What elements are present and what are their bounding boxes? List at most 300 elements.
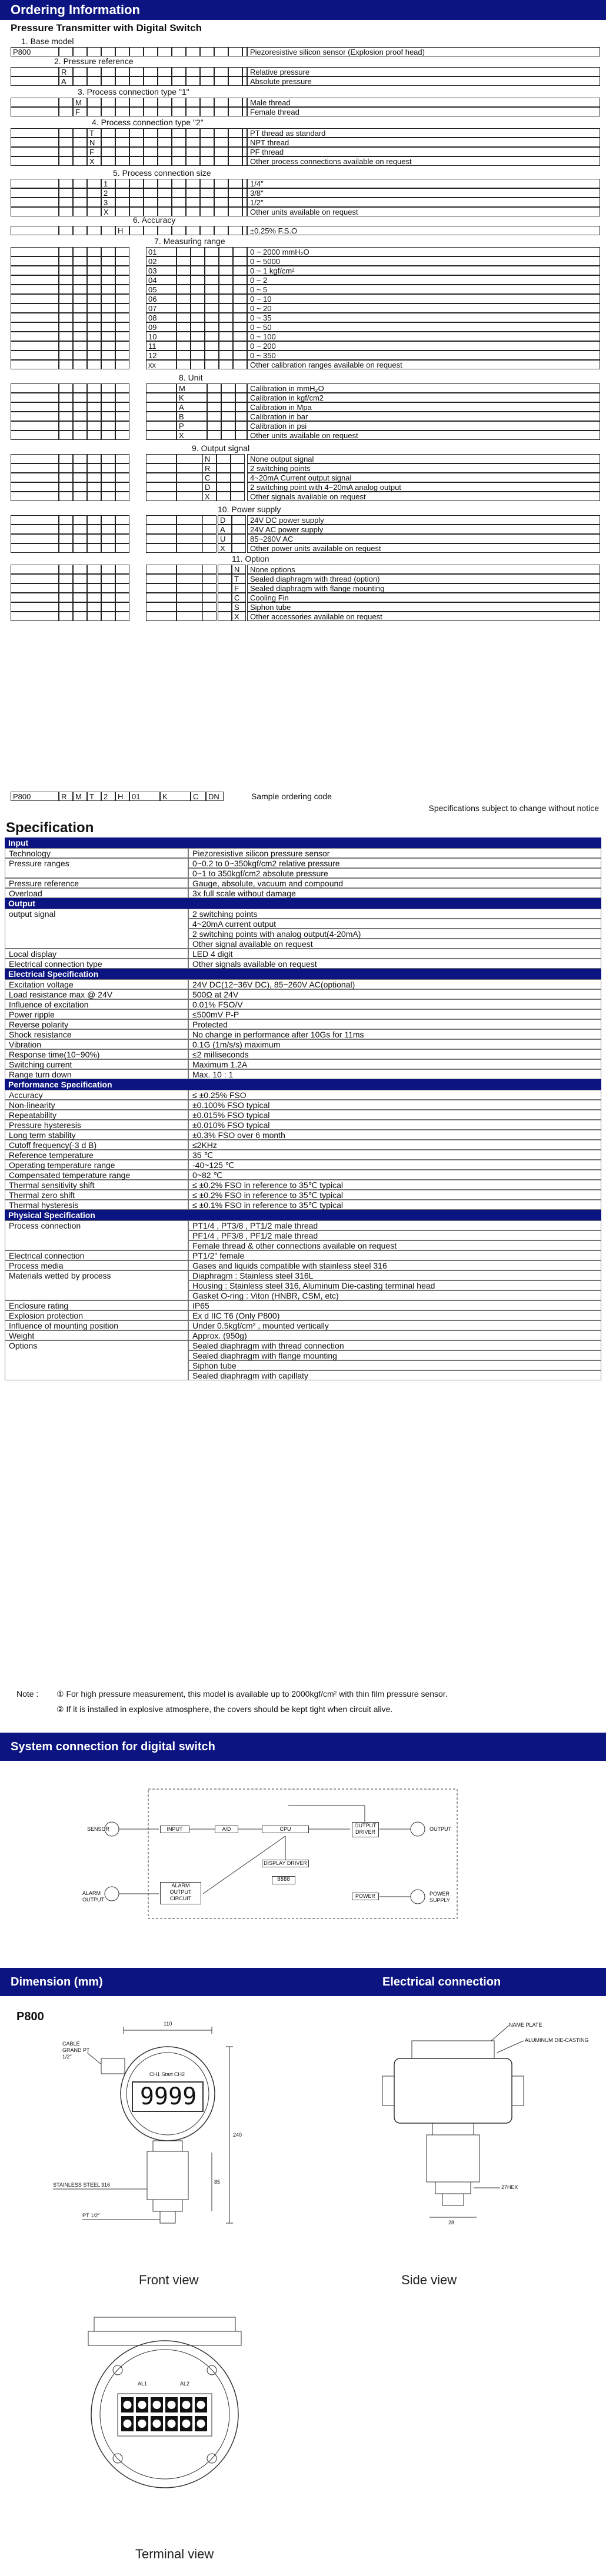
ordering-blank-cell [242,76,247,86]
ordering-blank-cell [11,383,59,393]
ordering-blank-cell [218,565,232,574]
ordering-blank-cell [115,322,129,332]
ordering-blank-cell [87,431,101,440]
system-diagram-lines [0,1770,606,1947]
ordering-code: M [177,383,207,393]
spec-value: ≤ ±0.25% FSO [188,1090,601,1100]
ordering-blank-cell [221,421,235,431]
ordering-blank-cell [11,593,59,602]
ordering-blank-cell [87,322,101,332]
dim-width: 110 [164,2021,172,2027]
ordering-group-header: 11. Option [232,554,269,563]
ordering-blank-cell [129,107,144,116]
ordering-blank-cell [101,303,115,313]
ordering-blank-cell [191,303,205,313]
ordering-blank-cell [115,463,129,473]
ordering-blank-cell [186,47,200,56]
label-alarm-output: ALARM OUTPUT [82,1890,104,1903]
ordering-blank-cell [101,256,115,266]
ordering-blank-cell [146,574,177,583]
name-plate-label: NAME PLATE [509,2022,542,2028]
ordering-blank-cell [233,247,247,256]
dimension-bar [0,1968,606,1996]
ordering-blank-cell [115,266,129,275]
terminal-caption: Terminal view [135,2547,214,2561]
ordering-blank-cell [73,482,87,492]
spec-title: Specification [6,820,94,836]
ordering-code: F [87,147,101,156]
ordering-blank-cell [115,393,129,402]
ordering-blank-cell [207,421,221,431]
ordering-blank-cell [172,156,186,166]
ordering-blank-cell [11,207,59,216]
spec-label: Range turn down [5,1069,188,1079]
ordering-blank-cell [87,179,101,188]
ordering-blank-cell [177,313,191,322]
ordering-blank-cell [205,247,219,256]
ordering-code: X [202,492,217,501]
ordering-blank-cell [221,402,235,412]
ordering-blank-cell [202,602,217,612]
ordering-blank-cell [242,147,247,156]
ordering-desc: Other calibration ranges available on request [247,360,600,369]
ordering-code: 05 [146,285,177,294]
ordering-blank-cell [73,313,87,322]
ordering-blank-cell [158,76,172,86]
ordering-blank-cell [146,431,177,440]
ordering-blank-cell [186,226,200,235]
display-digits: 8888 [272,1876,295,1884]
ordering-blank-cell [129,138,144,147]
ordering-blank-cell [11,402,59,412]
ordering-blank-cell [186,198,200,207]
ordering-blank-cell [129,76,144,86]
ordering-blank-cell [87,256,101,266]
ordering-blank-cell [214,156,228,166]
ordering-blank-cell [115,482,129,492]
ordering-blank-cell [158,226,172,235]
ordering-blank-cell [73,266,87,275]
ordering-blank-cell [59,275,73,285]
ordering-blank-cell [144,98,158,107]
ordering-blank-cell [233,332,247,341]
ordering-blank-cell [242,156,247,166]
ordering-blank-cell [73,351,87,360]
ordering-blank-cell [233,313,247,322]
spec-value: 3x full scale without damage [188,888,601,898]
ordering-blank-cell [101,47,115,56]
ordering-blank-cell [191,313,205,322]
ordering-blank-cell [87,393,101,402]
ordering-code: 08 [146,313,177,322]
sample-code-cell: K [160,792,191,801]
ordering-code: B [177,412,207,421]
ordering-blank-cell [115,188,129,198]
ordering-blank-cell [101,313,115,322]
ordering-blank-cell [200,128,214,138]
ordering-blank-cell [59,247,73,256]
ordering-blank-cell [101,602,115,612]
ordering-blank-cell [73,128,87,138]
ordering-blank-cell [11,247,59,256]
ordering-blank-cell [217,454,231,463]
ordering-blank-cell [59,303,73,313]
ordering-blank-cell [73,515,87,525]
ordering-blank-cell [191,285,205,294]
ordering-blank-cell [191,351,205,360]
block-display-driver: DISPLAY DRIVER [262,1860,309,1867]
ordering-desc: Calibration in kgf/cm2 [247,393,600,402]
ordering-blank-cell [59,402,73,412]
spec-label: Thermal zero shift [5,1190,188,1200]
ordering-blank-cell [59,534,73,543]
spec-label: Cutoff frequency(-3 d B) [5,1140,188,1150]
hex-label: 27HEX [501,2184,518,2190]
ordering-blank-cell [101,98,115,107]
spec-section-header: Physical Specification [5,1210,601,1220]
spec-label: Influence of excitation [5,999,188,1009]
ordering-code: 3 [101,198,115,207]
ordering-blank-cell [73,322,87,332]
spec-value: Sealed diaphragm with flange mounting [188,1350,601,1360]
ordering-blank-cell [73,463,87,473]
ordering-code: H [115,226,129,235]
ordering-code: T [232,574,246,583]
ordering-blank-cell [177,294,191,303]
ordering-blank-cell [205,351,219,360]
ordering-blank-cell [87,360,101,369]
spec-label: Pressure ranges [5,858,188,878]
ordering-code: P [177,421,207,431]
ordering-blank-cell [218,583,232,593]
ordering-blank-cell [101,156,115,166]
ordering-blank-cell [228,156,242,166]
spec-value: ≤ ±0.1% FSO in reference to 35℃ typical [188,1200,601,1210]
ordering-blank-cell [177,285,191,294]
ordering-blank-cell [228,188,242,198]
ordering-blank-cell [242,226,247,235]
ordering-blank-cell [191,322,205,332]
ordering-blank-cell [87,294,101,303]
spec-value: 0~0.2 to 0~350kgf/cm2 relative pressure [188,858,601,868]
ordering-blank-cell [191,256,205,266]
ordering-blank-cell [11,574,59,583]
ordering-blank-cell [59,565,73,574]
ordering-blank-cell [73,543,87,553]
ordering-code: X [232,612,246,621]
system-bar [0,1733,606,1761]
ordering-blank-cell [59,147,73,156]
ordering-blank-cell [235,402,247,412]
ordering-code: A [59,76,73,86]
ordering-blank-cell [242,98,247,107]
ordering-blank-cell [177,266,191,275]
ordering-blank-cell [101,454,115,463]
ordering-blank-cell [214,128,228,138]
spec-value: ≤ ±0.2% FSO in reference to 35℃ typical [188,1180,601,1190]
spec-label: Weight [5,1330,188,1340]
ordering-desc: Sealed diaphragm with flange mounting [247,583,600,593]
ordering-blank-cell [219,266,233,275]
ordering-blank-cell [115,583,129,593]
ordering-blank-cell [233,351,247,360]
ordering-blank-cell [11,351,59,360]
terminal-block [118,2394,212,2436]
ordering-blank-cell [233,275,247,285]
ordering-code: F [73,107,87,116]
ordering-blank-cell [73,275,87,285]
ordering-blank-cell [205,341,219,351]
ordering-desc: 0 ~ 5 [247,285,600,294]
ordering-code: 10 [146,332,177,341]
ordering-blank-cell [73,76,87,86]
ordering-blank-cell [59,602,73,612]
ordering-blank-cell [59,421,73,431]
ordering-blank-cell [101,565,115,574]
ordering-blank-cell [101,421,115,431]
ordering-blank-cell [231,492,245,501]
ordering-blank-cell [73,421,87,431]
ordering-blank-cell [87,525,101,534]
ordering-blank-cell [115,179,129,188]
ordering-blank-cell [11,266,59,275]
spec-label: Load resistance max @ 24V [5,989,188,999]
spec-value: LED 4 digit [188,949,601,959]
ordering-group-header: 5. Process connection size [113,168,211,178]
ordering-blank-cell [219,294,233,303]
ordering-blank-cell [233,294,247,303]
ordering-blank-cell [101,543,115,553]
ordering-blank-cell [242,207,247,216]
ordering-blank-cell [232,515,246,525]
ordering-blank-cell [115,565,129,574]
ordering-group-header: 2. Pressure reference [54,56,134,66]
ordering-blank-cell [242,67,247,76]
spec-value: 0~82 ℃ [188,1170,601,1180]
ordering-blank-cell [73,138,87,147]
ordering-blank-cell [73,341,87,351]
ordering-blank-cell [87,602,101,612]
terminal-screw-head [153,2401,161,2409]
ordering-blank-cell [59,98,73,107]
ordering-blank-cell [146,602,177,612]
ordering-blank-cell [73,412,87,421]
terminal-label-1: AL1 [138,2381,148,2387]
ordering-blank-cell [186,67,200,76]
ordering-desc: Absolute pressure [247,76,600,86]
ordering-blank-cell [214,76,228,86]
ordering-blank-cell [146,534,177,543]
ordering-code: 12 [146,351,177,360]
ordering-blank-cell [231,473,245,482]
front-view-drawing [35,2017,271,2264]
ordering-blank-cell [115,275,129,285]
ordering-blank-cell [73,256,87,266]
ordering-blank-cell [200,138,214,147]
ordering-blank-cell [207,402,221,412]
ordering-blank-cell [200,188,214,198]
ordering-blank-cell [158,138,172,147]
sample-code-cell: H [115,792,129,801]
ordering-blank-cell [186,107,200,116]
ordering-blank-cell [144,198,158,207]
spec-label: Influence of mounting position [5,1320,188,1330]
ordering-blank-cell [146,463,177,473]
ordering-group-header: 1. Base model [21,36,74,46]
ordering-blank-cell [115,454,129,463]
ordering-blank-cell [172,188,186,198]
dimension-bar-title: Dimension (mm) [11,1976,103,1988]
ordering-blank-cell [144,156,158,166]
ordering-blank-cell [242,128,247,138]
ordering-code: 02 [146,256,177,266]
ordering-blank-cell [115,515,129,525]
electrical-bar-title: Electrical connection [382,1976,501,1988]
ordering-desc: 24V DC power supply [247,515,600,525]
ordering-blank-cell [87,107,101,116]
ordering-blank-cell [228,147,242,156]
ordering-blank-cell [11,179,59,188]
ordering-blank-cell [177,247,191,256]
ordering-code: D [202,482,217,492]
spec-value: Gasket O-ring : Viton (HNBR, CSM, etc) [188,1290,601,1300]
sample-code-label: Sample ordering code [251,792,332,801]
ordering-blank-cell [87,266,101,275]
spec-label: Repeatability [5,1110,188,1120]
ordering-desc: Male thread [247,98,600,107]
ordering-blank-cell [101,593,115,602]
ordering-blank-cell [186,179,200,188]
note-label: Note : [16,1689,39,1699]
ordering-blank-cell [146,565,177,574]
ordering-code: X [101,207,115,216]
ordering-blank-cell [186,76,200,86]
ordering-blank-cell [11,412,59,421]
ordering-blank-cell [172,179,186,188]
ordering-blank-cell [11,463,59,473]
ordering-blank-cell [205,285,219,294]
ordering-code: M [73,98,87,107]
ordering-blank-cell [73,294,87,303]
ordering-blank-cell [228,198,242,207]
ordering-code: R [59,67,73,76]
sample-code-cell: M [73,792,87,801]
ordering-blank-cell [214,226,228,235]
terminal-screw-head [153,2420,161,2428]
ordering-desc: 0 ~ 20 [247,303,600,313]
ordering-blank-cell [177,275,191,285]
ordering-blank-cell [73,332,87,341]
spec-section-header: Performance Specification [5,1079,601,1090]
ordering-blank-cell [207,393,221,402]
ordering-blank-cell [101,226,115,235]
ordering-blank-cell [158,147,172,156]
ordering-blank-cell [87,421,101,431]
ordering-blank-cell [129,179,144,188]
ordering-blank-cell [200,76,214,86]
ordering-blank-cell [228,67,242,76]
ordering-blank-cell [87,332,101,341]
ordering-blank-cell [146,583,177,593]
ordering-blank-cell [177,256,191,266]
note-2: ② If it is installed in explosive atmosphere, the covers should be kept tight when circuit alive. [56,1704,393,1714]
spec-value: -40~125 ℃ [188,1160,601,1170]
spec-value: 500Ω at 24V [188,989,601,999]
ordering-code: 03 [146,266,177,275]
ordering-blank-cell [228,76,242,86]
ordering-group-header: 4. Process connection type "2" [92,118,204,127]
ordering-blank-cell [101,583,115,593]
ordering-blank-cell [186,147,200,156]
label-power-supply: POWER SUPPLY [429,1891,450,1903]
spec-value: ±0.015% FSO typical [188,1110,601,1120]
spec-value: Female thread & other connections available on request [188,1240,601,1250]
ordering-blank-cell [205,303,219,313]
ordering-blank-cell [11,188,59,198]
ordering-blank-cell [146,393,177,402]
ordering-blank-cell [172,67,186,76]
ordering-blank-cell [101,285,115,294]
ordering-blank-cell [177,341,191,351]
side-dim: 28 [448,2220,455,2225]
ordering-blank-cell [217,482,231,492]
ordering-blank-cell [73,383,87,393]
ordering-blank-cell [101,107,115,116]
ordering-blank-cell [87,583,101,593]
ordering-blank-cell [221,412,235,421]
spec-label: Thermal hysteresis [5,1200,188,1210]
ordering-blank-cell [146,515,177,525]
ordering-blank-cell [231,454,245,463]
ordering-blank-cell [73,285,87,294]
ordering-code: xx [146,360,177,369]
ordering-blank-cell [242,179,247,188]
spec-label: Technology [5,848,188,858]
spec-label: Thermal sensitivity shift [5,1180,188,1190]
ordering-blank-cell [202,515,217,525]
ordering-code: 11 [146,341,177,351]
ordering-blank-cell [87,454,101,463]
ordering-code: A [177,402,207,412]
ordering-blank-cell [233,285,247,294]
ordering-blank-cell [129,128,144,138]
ordering-desc: Other units available on request [247,207,600,216]
ordering-blank-cell [11,612,59,621]
ordering-desc: 85~260V AC [247,534,600,543]
ordering-blank-cell [11,565,59,574]
ordering-blank-cell [186,98,200,107]
ordering-blank-cell [59,322,73,332]
ordering-group-header: 8. Unit [179,373,203,382]
ordering-blank-cell [73,360,87,369]
spec-value: No change in performance after 10Gs for 11ms [188,1029,601,1039]
ordering-blank-cell [129,147,144,156]
ordering-blank-cell [101,266,115,275]
terminal-screw-head [138,2401,146,2409]
spec-value: 35 ℃ [188,1150,601,1160]
ordering-blank-cell [146,543,177,553]
spec-label: Explosion protection [5,1310,188,1320]
ordering-blank-cell [205,313,219,322]
ordering-blank-cell [186,128,200,138]
sample-code-cell: DN [206,792,224,801]
ordering-blank-cell [73,612,87,621]
ordering-code: N [232,565,246,574]
spec-value: Maximum 1.2A [188,1059,601,1069]
ordering-blank-cell [207,412,221,421]
ordering-blank-cell [214,138,228,147]
ordering-blank-cell [219,303,233,313]
